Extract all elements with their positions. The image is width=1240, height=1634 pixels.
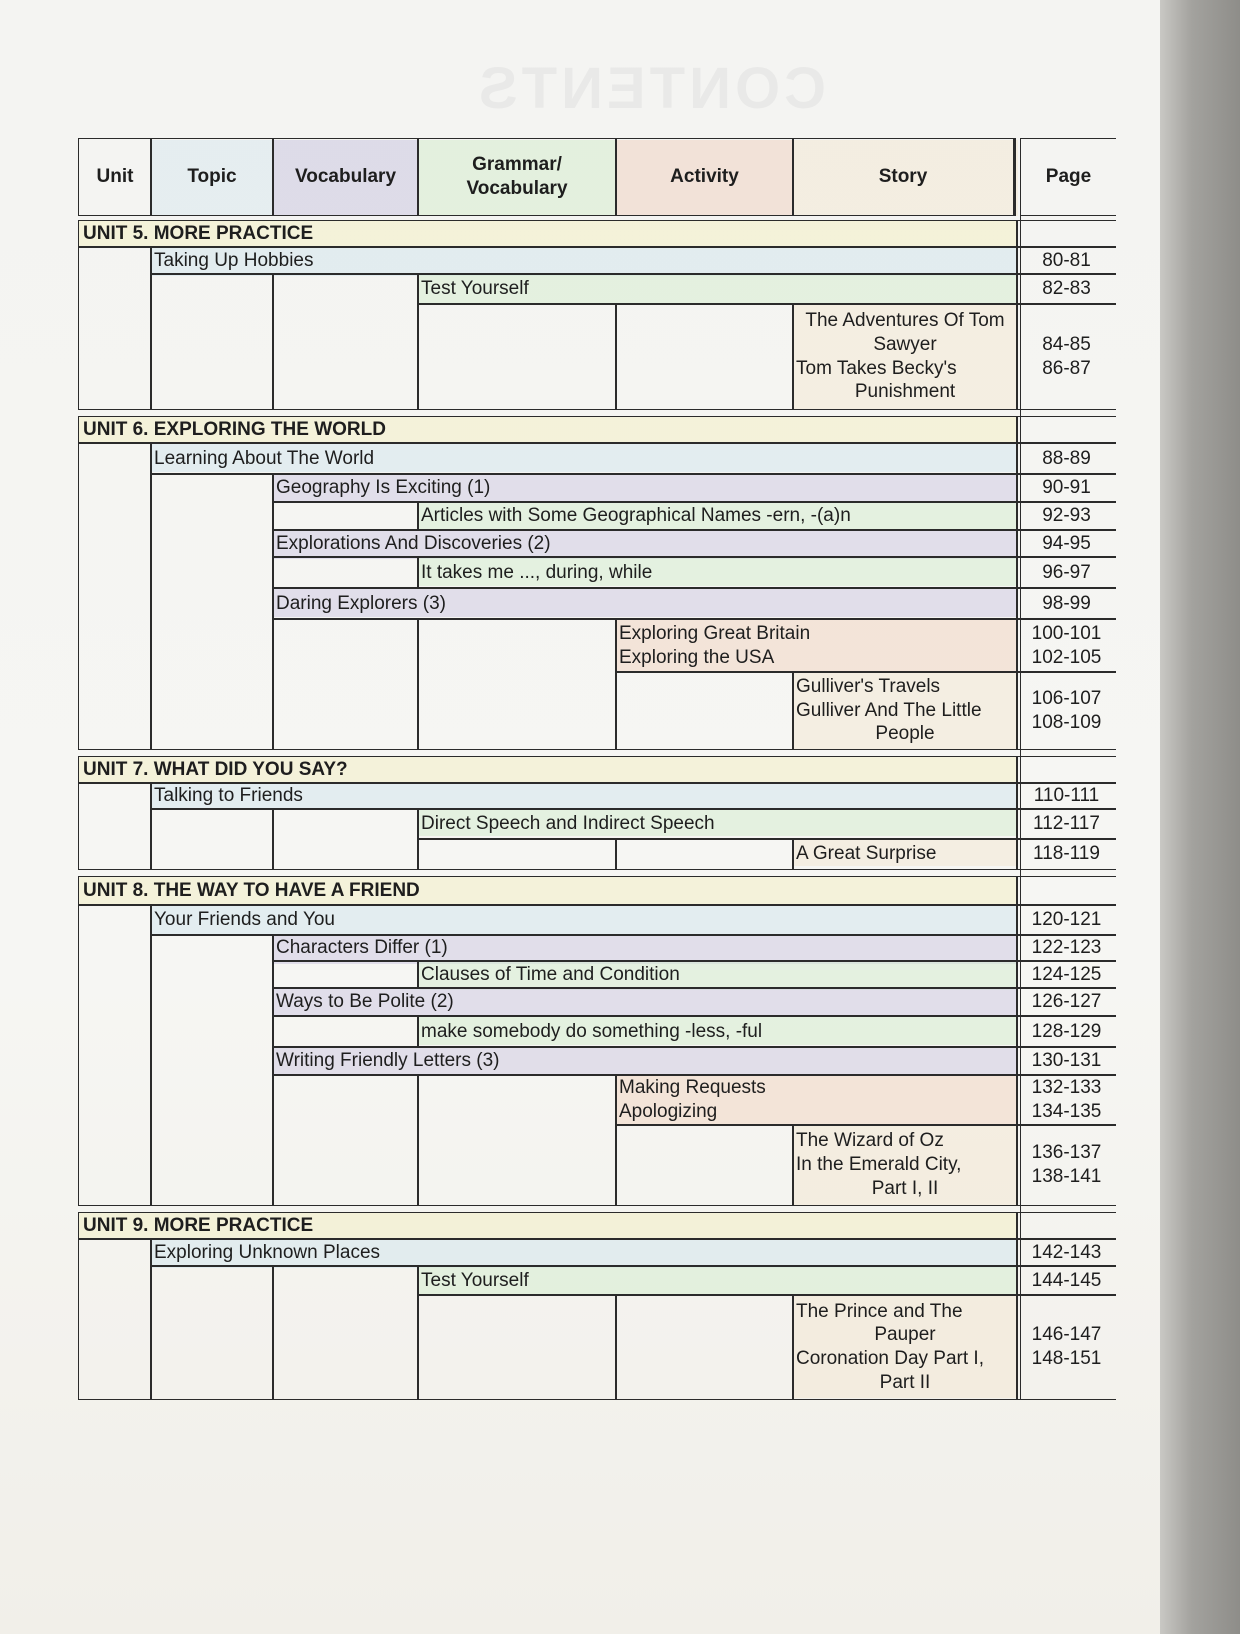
unit7-title-page [1016,756,1116,784]
unit9-title-page [1016,1212,1116,1240]
unit6-grammar-col [417,618,617,750]
unit6-title-page [1016,416,1116,444]
unit6-vocab-col [272,618,419,750]
page-column-divider [1020,138,1021,1400]
unit8-activity-col [615,1124,794,1206]
unit6-topic: Learning About The World [150,442,1018,475]
unit9-topic-col [150,1265,274,1400]
unit8-topic-pages: 120-121 [1016,904,1116,936]
unit9-story-page1: 146-147 [1031,1324,1102,1346]
unit5-story-line2: Sawyer [873,333,937,355]
unit6-grammar2-pages: 96-97 [1016,556,1116,589]
unit9-story-page2: 148-151 [1031,1348,1102,1369]
header-activity: Activity [615,138,794,216]
header-grammar-line2: Vocabulary [466,178,568,199]
unit9-story [792,1294,1018,1400]
unit6-story-line2: Gulliver And The Little [796,699,982,721]
unit8-grammar1: Clauses of Time and Condition [417,960,1018,989]
unit8-activity-line2: Apologizing [619,1101,718,1122]
unit7-grammar-pages: 112-117 [1016,808,1116,840]
unit7-activity-col [615,838,794,870]
unit6-vocab2: Explorations And Discoveries (2) [272,529,1018,558]
unit8-vocab1-pages: 122-123 [1016,934,1116,962]
unit8-activity-pages [1016,1074,1116,1126]
unit6-story-page1: 106-107 [1031,687,1102,709]
unit9-grammar: Test Yourself [417,1265,1018,1296]
unit5-topic-pages: 80-81 [1016,246,1116,275]
unit8-story-line2: In the Emerald City, [796,1154,962,1176]
unit6-grammar1: Articles with Some Geographical Names -ern, -(a)n [417,501,1018,531]
unit7-unit-col [78,782,152,870]
unit6-topic-col [150,473,274,750]
unit8-vocab-gap1 [272,960,419,989]
unit8-activity-line1: Making Requests [619,1077,766,1099]
unit9-story-line1: The Prince and The [796,1300,963,1322]
unit8-vocab3-pages: 130-131 [1016,1046,1116,1076]
unit8-story [792,1124,1018,1206]
unit5-vocab-col [272,273,419,410]
header-story: Story [792,138,1016,216]
unit7-vocab-col [272,808,419,870]
unit6-story-line1: Gulliver's Travels [796,675,941,697]
unit6-activity-col [615,671,794,750]
unit8-activity [615,1074,1018,1126]
unit5-activity-col [615,303,794,410]
unit9-grammar-col [417,1294,617,1400]
header-grammar-line1: Grammar/ [472,154,562,176]
unit5-story-page2: 86-87 [1042,357,1091,379]
unit8-grammar1-pages: 124-125 [1016,960,1116,989]
book-spine-shadow [1160,0,1240,1634]
unit7-grammar-col [417,838,617,870]
unit5-story-line3: Tom Takes Becky's [796,357,957,379]
unit9-unit-col [78,1238,152,1400]
unit8-activity-page1: 132-133 [1031,1077,1102,1099]
unit8-grammar2: make somebody do something -less, -ful [417,1015,1018,1048]
unit9-topic: Exploring Unknown Places [150,1238,1018,1267]
header-vocabulary: Vocabulary [272,138,419,216]
header-unit: Unit [78,138,152,216]
unit9-title: UNIT 9. MORE PRACTICE [78,1212,1018,1240]
unit8-vocab3: Writing Friendly Letters (3) [272,1046,1018,1076]
unit6-activity-page2: 102-105 [1031,646,1102,668]
unit8-topic-col [150,934,274,1206]
unit9-story-line4: Part II [879,1371,931,1393]
header-grammar [417,138,617,216]
unit5-topic: Taking Up Hobbies [150,246,1018,275]
unit8-vocab2-pages: 126-127 [1016,987,1116,1017]
unit6-grammar2: It takes me ..., during, while [417,556,1018,589]
unit6-activity [615,618,1018,673]
unit9-topic-pages: 142-143 [1016,1238,1116,1267]
unit8-activity-page2: 134-135 [1031,1101,1102,1122]
unit8-grammar2-pages: 128-129 [1016,1015,1116,1048]
unit5-title-page [1016,220,1116,248]
unit8-story-line1: The Wizard of Oz [796,1130,944,1152]
unit6-vocab1: Geography Is Exciting (1) [272,473,1018,503]
unit6-story [792,671,1018,750]
unit9-story-line2: Pauper [874,1324,936,1346]
unit7-topic: Talking to Friends [150,782,1018,810]
unit6-grammar1-pages: 92-93 [1016,501,1116,531]
unit5-grammar-pages: 82-83 [1016,273,1116,305]
unit6-story-page2: 108-109 [1031,711,1102,733]
unit7-grammar: Direct Speech and Indirect Speech [417,808,1018,840]
unit6-activity-page1: 100-101 [1031,622,1102,644]
unit6-vocab3-pages: 98-99 [1016,587,1116,620]
unit8-unit-col [78,904,152,1206]
unit7-title: UNIT 7. WHAT DID YOU SAY? [78,756,1018,784]
unit6-activity-line2: Exploring the USA [619,646,775,668]
header-topic: Topic [150,138,274,216]
unit5-topic-col [150,273,274,410]
unit6-story-pages [1016,671,1116,750]
unit5-grammar-col [417,303,617,410]
unit8-vocab-col [272,1074,419,1206]
unit7-topic-col [150,808,274,870]
unit5-story [792,303,1018,410]
unit6-vocab-gap1 [272,501,419,531]
unit5-story-pages [1016,303,1116,410]
unit5-story-page1: 84-85 [1042,333,1091,355]
unit8-title: UNIT 8. THE WAY TO HAVE A FRIEND [78,876,1018,906]
unit6-topic-pages: 88-89 [1016,442,1116,475]
unit8-story-line3: Part I, II [871,1177,939,1199]
unit8-story-pages [1016,1124,1116,1206]
unit5-story-line4: Punishment [854,381,956,403]
unit6-activity-line1: Exploring Great Britain [619,622,811,644]
unit9-story-pages [1016,1294,1116,1400]
unit7-story: A Great Surprise [792,838,1018,870]
unit8-story-page1: 136-137 [1031,1142,1102,1164]
unit5-story-line1: The Adventures Of Tom [805,310,1005,331]
unit9-activity-col [615,1294,794,1400]
unit6-unit-col [78,442,152,750]
bleed-through-text: CONTENTS [475,56,826,121]
unit5-grammar: Test Yourself [417,273,1018,305]
unit9-vocab-col [272,1265,419,1400]
unit6-activity-pages [1016,618,1116,673]
unit6-vocab1-pages: 90-91 [1016,473,1116,503]
unit8-title-page [1016,876,1116,906]
unit6-vocab2-pages: 94-95 [1016,529,1116,558]
unit5-title: UNIT 5. MORE PRACTICE [78,220,1018,248]
unit5-unit-col [78,246,152,410]
unit6-title: UNIT 6. EXPLORING THE WORLD [78,416,1018,444]
unit7-topic-pages: 110-111 [1016,782,1116,810]
unit8-grammar-col [417,1074,617,1206]
unit8-topic: Your Friends and You [150,904,1018,936]
unit8-story-page2: 138-141 [1031,1166,1102,1187]
unit6-vocab3: Daring Explorers (3) [272,587,1018,620]
unit7-story-pages: 118-119 [1016,838,1116,870]
header-page: Page [1020,138,1116,216]
unit8-vocab-gap2 [272,1015,419,1048]
unit8-vocab1: Characters Differ (1) [272,934,1018,962]
unit6-vocab-gap2 [272,556,419,589]
unit9-grammar-pages: 144-145 [1016,1265,1116,1296]
unit6-story-line3: People [875,723,935,745]
unit8-vocab2: Ways to Be Polite (2) [272,987,1018,1017]
unit9-story-line3: Coronation Day Part I, [796,1348,984,1369]
